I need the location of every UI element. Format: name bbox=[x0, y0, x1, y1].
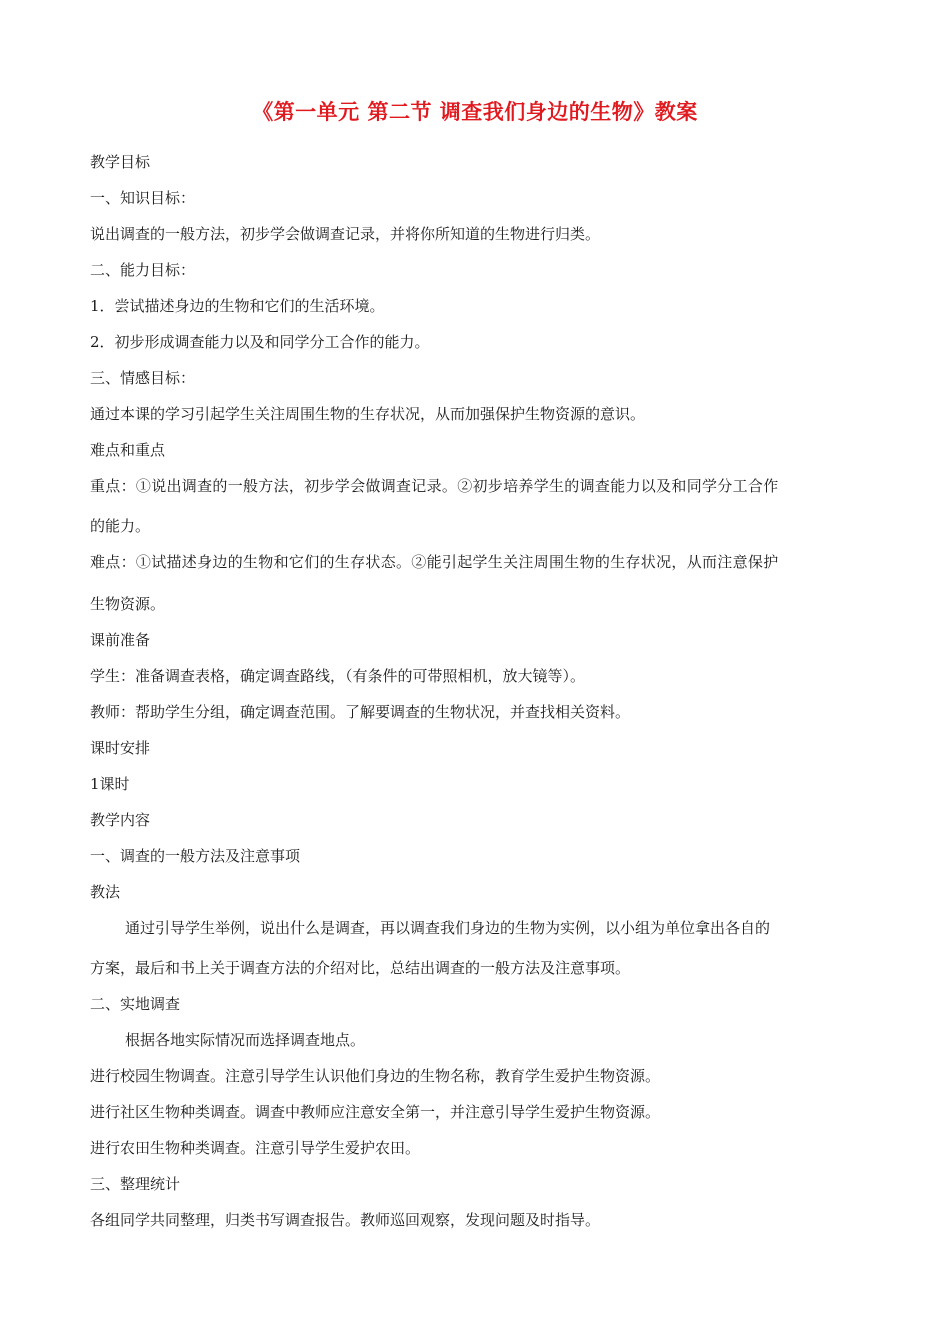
paragraph-statistics: 各组同学共同整理，归类书写调查报告。教师巡回观察，发现问题及时指导。 bbox=[90, 1211, 601, 1229]
heading-schedule: 课时安排 bbox=[90, 739, 151, 757]
paragraph-schedule: 1课时 bbox=[90, 775, 130, 793]
heading-method-section: 一、调查的一般方法及注意事项 bbox=[90, 847, 301, 865]
heading-statistics: 三、整理统计 bbox=[90, 1175, 181, 1193]
paragraph-difficult-points-cont: 生物资源。 bbox=[90, 595, 166, 613]
paragraph-teaching-method: 通过引导学生举例，说出什么是调查，再以调查我们身边的生物为实例，以小组为单位拿出各自的 bbox=[125, 919, 771, 937]
heading-emotion-goal: 三、情感目标： bbox=[90, 369, 196, 387]
heading-teaching-goals: 教学目标 bbox=[90, 153, 151, 171]
paragraph-teacher-prep: 教师：帮助学生分组，确定调查范围。了解要调查的生物状况，并查找相关资料。 bbox=[90, 703, 631, 721]
list-item-ability-2: 2．初步形成调查能力以及和同学分工合作的能力。 bbox=[90, 333, 430, 351]
paragraph-survey-location: 根据各地实际情况而选择调查地点。 bbox=[125, 1031, 366, 1049]
paragraph-difficult-points: 难点：①试描述身边的生物和它们的生存状态。②能引起学生关注周围生物的生存状况，从而注意保护 bbox=[90, 553, 779, 571]
paragraph-campus-survey: 进行校园生物调查。注意引导学生认识他们身边的生物名称，教育学生爱护生物资源。 bbox=[90, 1067, 661, 1085]
paragraph-key-points-cont: 的能力。 bbox=[90, 517, 151, 535]
paragraph-farmland-survey: 进行农田生物种类调查。注意引导学生爱护农田。 bbox=[90, 1139, 421, 1157]
heading-preparation: 课前准备 bbox=[90, 631, 151, 649]
heading-content: 教学内容 bbox=[90, 811, 151, 829]
paragraph-community-survey: 进行社区生物种类调查。调查中教师应注意安全第一，并注意引导学生爱护生物资源。 bbox=[90, 1103, 661, 1121]
document-title: 《第一单元 第二节 调查我们身边的生物》教案 bbox=[252, 100, 698, 124]
paragraph-student-prep: 学生：准备调查表格，确定调查路线，（有条件的可带照相机，放大镜等）。 bbox=[90, 667, 586, 685]
heading-ability-goal: 二、能力目标： bbox=[90, 261, 196, 279]
list-item-ability-1: 1．尝试描述身边的生物和它们的生活环境。 bbox=[90, 297, 385, 315]
paragraph-key-points: 重点：①说出调查的一般方法，初步学会做调查记录。②初步培养学生的调查能力以及和同学分工合作 bbox=[90, 477, 779, 495]
heading-knowledge-goal: 一、知识目标： bbox=[90, 189, 196, 207]
heading-difficulty-key: 难点和重点 bbox=[90, 441, 166, 459]
heading-field-survey: 二、实地调查 bbox=[90, 995, 181, 1013]
paragraph-teaching-method-cont: 方案，最后和书上关于调查方法的介绍对比，总结出调查的一般方法及注意事项。 bbox=[90, 959, 631, 977]
paragraph-knowledge-goal: 说出调查的一般方法，初步学会做调查记录，并将你所知道的生物进行归类。 bbox=[90, 225, 601, 243]
heading-teaching-method: 教法 bbox=[90, 883, 121, 901]
paragraph-emotion-goal: 通过本课的学习引起学生关注周围生物的生存状况，从而加强保护生物资源的意识。 bbox=[90, 405, 646, 423]
